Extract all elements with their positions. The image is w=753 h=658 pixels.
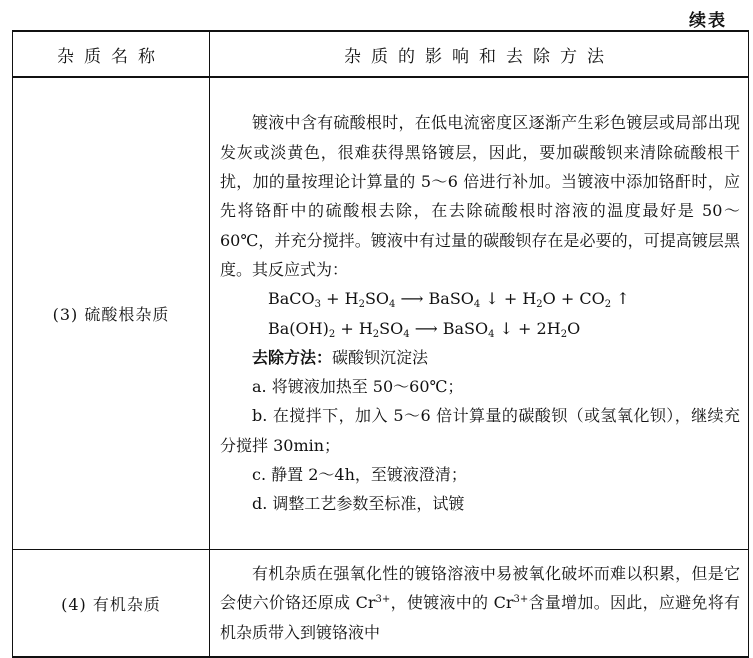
removal-step: b. 在搅拌下，加入 5～6 倍计算量的碳酸钡（或氢氧化钡），继续充分搅拌 30min； (220, 406, 740, 455)
reaction-equation-1: BaCO$_3$ + $H_2SO_4$ ⟶ BaSO$_4$ ↓ + $H_2O + CO_2$ ↑ (268, 289, 630, 311)
impurity-name-sulfate: (3) 硫酸根杂质 (13, 77, 210, 550)
reaction-arrow-icon: ⟶ (400, 289, 424, 309)
impurity-table (12, 30, 749, 658)
reaction-equation-2: $Ba(OH)_2 + H_2SO_4$ ⟶ BaSO$_4$ ↓ + $2H_2O$ (268, 318, 581, 340)
continued-label: 续表 (689, 11, 727, 31)
gas-arrow-icon: ↑ (616, 289, 630, 309)
removal-method-value: 碳酸钡沉淀法 (332, 347, 429, 367)
impurity-name-organic: (4) 有机杂质 (13, 550, 210, 658)
table-row-organic (13, 550, 749, 658)
removal-method (220, 343, 740, 372)
removal-step: d. 调整工艺参数至标准，试镀 (252, 494, 465, 514)
table-header-row (13, 31, 749, 77)
header-impact-and-removal: 杂质的影响和去除方法 (210, 31, 749, 77)
sulfate-intro-text: 镀液中含有硫酸根时，在低电流密度区逐渐产生彩色镀层或局部出现发灰或淡黄色，很难获得黑铬镀层，因此，要加碳酸钡来清除硫酸根干扰，加的量按理论计算量的 5～6 倍进行补加。当镀液中添加铬酐时，应先将铬酐中的硫酸根去除，在去除硫酸根时溶液的温度最好是 50～60℃，并充分搅拌。镀液中有过量的碳酸钡存在是必要的，可提高镀层黑度。其反应式为： (220, 113, 740, 279)
precipitate-arrow-icon: ↓ (485, 289, 499, 309)
removal-step: a. 将镀液加热至 50～60℃； (252, 377, 464, 397)
header-impurity-name: 杂质名称 (13, 31, 210, 77)
removal-method-label: 去除方法： (252, 347, 333, 367)
impurity-description-sulfate (210, 77, 749, 550)
table-row-sulfate (13, 77, 749, 550)
precipitate-arrow-icon: ↓ (499, 318, 513, 338)
reaction-arrow-icon: ⟶ (414, 318, 438, 338)
removal-step: c. 静置 2～4h，至镀液澄清； (252, 464, 467, 484)
organic-description-text: 有机杂质在强氧化性的镀铬溶液中易被氧化破坏而难以积累，但是它会使六价铬还原成 $Cr^{3+}$，使镀液中的 $Cr^{3+}$含量增加。因此，应避免将有机杂质带入到镀铬液中 (220, 564, 740, 642)
impurity-description-organic (210, 550, 749, 658)
